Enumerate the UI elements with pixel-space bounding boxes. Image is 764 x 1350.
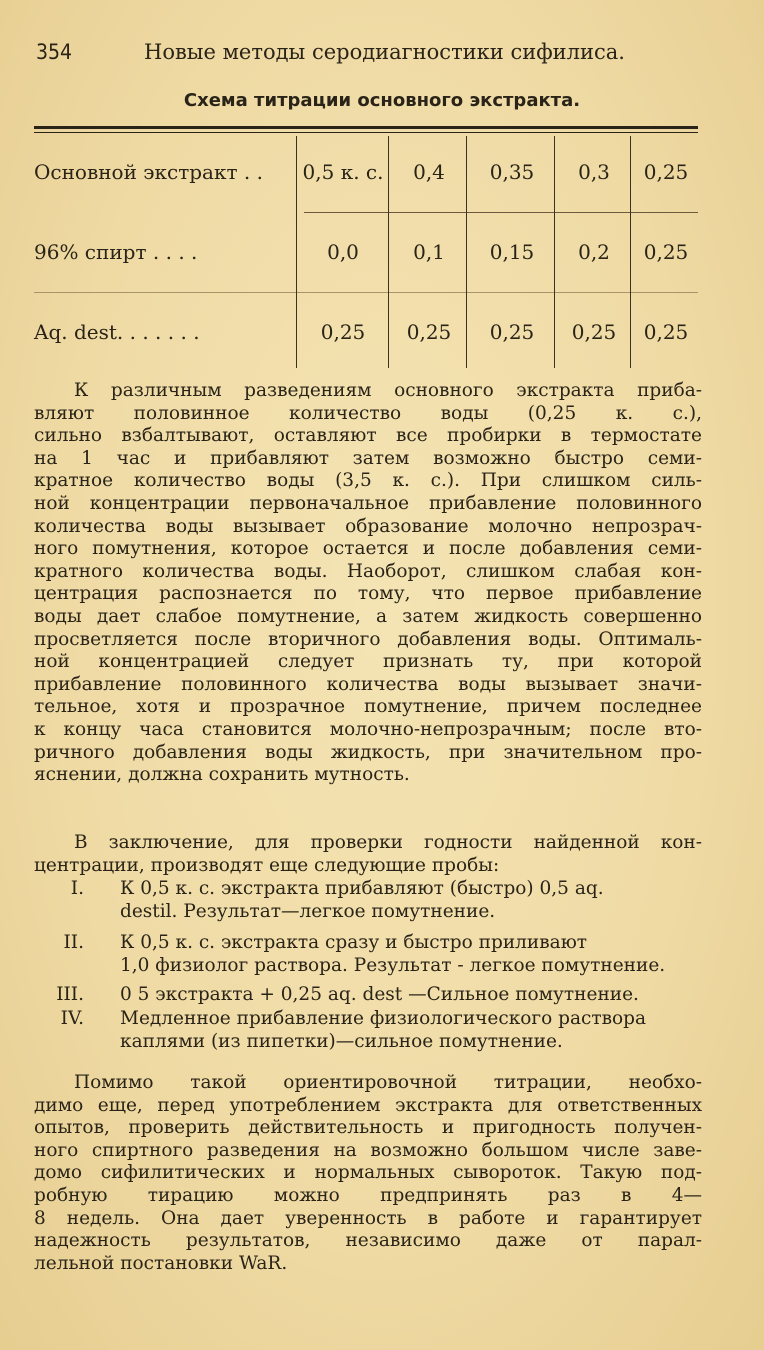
- table-cell: 0,25: [643, 160, 689, 184]
- list-line: destil. Результат—легкое помутнение.: [120, 900, 496, 922]
- running-title: Новые методы серодиагностики сифилиса.: [144, 40, 625, 64]
- row-label-water: Aq. dest. . . . . . .: [34, 320, 200, 344]
- text-line: ной концентрацией следует признать ту, при которой: [34, 651, 702, 673]
- text-line: количества воды вызывает образование молочно непрозрач-: [34, 515, 702, 537]
- list-number: I.: [70, 878, 84, 899]
- list-item: [34, 1008, 702, 1058]
- paragraph-additional-testing: [34, 1072, 702, 1275]
- paragraph-conclusion: [34, 832, 702, 877]
- list-number: III.: [56, 984, 84, 1005]
- list-text: [120, 984, 700, 1007]
- table-cell: 0,25: [320, 320, 366, 344]
- text-line: К различным разведениям основного экстракта приба-: [74, 380, 702, 401]
- text-line: лельной постановки WaR.: [34, 1252, 288, 1274]
- titration-table: [34, 126, 698, 372]
- table-cell: 0,2: [578, 240, 610, 264]
- text-line: кратное количество воды (3,5 к. с.). При слишком силь-: [34, 470, 702, 492]
- text-line: центрация распознается по тому, что первое прибавление: [34, 583, 702, 605]
- column-rule: [466, 136, 467, 368]
- text-line: димо еще, перед употреблением экстракта для ответственных: [34, 1094, 702, 1116]
- text-line: ной концентрации первоначальное прибавление половинного: [34, 492, 702, 514]
- column-rule: [388, 136, 389, 368]
- text-line: надежность результатов, независимо даже от парал-: [34, 1230, 702, 1252]
- list-text: [120, 1008, 700, 1053]
- paragraph-lines: [34, 380, 702, 787]
- text-line: центрации, производят еще следующие пробы:: [34, 854, 500, 876]
- paragraph-lines: [34, 832, 702, 877]
- paragraph-titration-description: [34, 380, 702, 787]
- table-cell: 0,25: [643, 320, 689, 344]
- table-cell: 0,3: [578, 160, 610, 184]
- list-line: Медленное прибавление физиологического раствора: [120, 1008, 647, 1029]
- text-line: вляют половинное количество воды (0,25 к. с.),: [34, 402, 702, 424]
- page-header: [34, 36, 724, 72]
- column-rule: [630, 136, 631, 368]
- list-item: [34, 878, 702, 928]
- text-line: 8 недель. Она дает уверенность в работе и гарантирует: [34, 1207, 702, 1229]
- text-line: домо сифилитических и нормальных сывороток. Такую под-: [34, 1162, 702, 1184]
- text-line: кратного количества воды. Наоборот, слишком слабая кон-: [34, 560, 702, 582]
- table-cell: 0,0: [327, 240, 359, 264]
- table-cell: 0,4: [413, 160, 445, 184]
- row-separator: [304, 212, 698, 213]
- text-line: ного спиртного разведения на возможно большом числе заве-: [34, 1139, 702, 1161]
- text-line: прибавление половинного количества воды вызывает значи-: [34, 673, 702, 695]
- text-line: яснении, должна сохранить мутность.: [34, 764, 410, 786]
- list-number: II.: [63, 932, 84, 953]
- table-cell: 0,25: [643, 240, 689, 264]
- list-item: [34, 932, 702, 982]
- table-cell: 0,5 к. с.: [302, 160, 384, 184]
- list-number: IV.: [60, 1008, 84, 1029]
- text-line: на 1 час и прибавляют затем возможно быстро семи-: [34, 447, 702, 469]
- text-line: тельное, хотя и прозрачное помутнение, причем последнее: [34, 696, 702, 718]
- table-cell: 0,1: [413, 240, 445, 264]
- row-label-spirit: 96% спирт . . . .: [34, 240, 198, 264]
- text-line: воды дает слабое помутнение, а затем жидкость совершенно: [34, 605, 702, 627]
- table-cell: 0,25: [571, 320, 617, 344]
- list-text: [120, 932, 700, 977]
- text-line: ричного добавления воды жидкость, при значительном про-: [34, 741, 702, 763]
- table-cell: 0,25: [489, 320, 535, 344]
- column-rule: [554, 136, 555, 368]
- table-top-rule-thin: [34, 132, 698, 133]
- text-line: опытов, проверить действительность и пригодность получен-: [34, 1117, 702, 1139]
- text-line: Помимо такой ориентировочной титрации, необхо-: [74, 1072, 702, 1093]
- text-line: ного помутнения, которое остается и после добавления семи-: [34, 538, 702, 560]
- text-line: сильно взбалтывают, оставляют все пробирки в термостате: [34, 425, 702, 447]
- text-line: просветляется после вторичного добавления воды. Оптималь-: [34, 628, 702, 650]
- text-line: робную тирацию можно предпринять раз в 4—: [34, 1184, 702, 1206]
- list-item: [34, 984, 702, 1010]
- schema-title: Схема титрации основного экстракта.: [183, 90, 581, 111]
- list-line: К 0,5 к. с. экстракта сразу и быстро приливают: [120, 932, 588, 953]
- paragraph-lines: [34, 1072, 702, 1275]
- text-line: В заключение, для проверки годности найденной кон-: [74, 832, 702, 853]
- list-line: каплями (из пипетки)—сильное помутнение.: [120, 1030, 563, 1052]
- list-line: 1,0 физиолог раствора. Результат - легкое помутнение.: [120, 954, 666, 976]
- row-separator: [34, 292, 698, 293]
- list-text: [120, 878, 700, 923]
- table-top-rule: [34, 126, 698, 129]
- table-cell: 0,35: [489, 160, 535, 184]
- row-label-extract: Основной экстракт . .: [34, 160, 263, 184]
- list-line: 0 5 экстракта + 0,25 aq. dest —Сильное помутнение.: [120, 984, 639, 1005]
- column-rule: [296, 136, 297, 368]
- table-cell: 0,25: [406, 320, 452, 344]
- list-line: К 0,5 к. с. экстракта прибавляют (быстро) 0,5 aq.: [120, 878, 604, 899]
- page-number: 354: [36, 40, 73, 64]
- text-line: к концу часа становится молочно-непрозрачным; после вто-: [34, 718, 702, 740]
- table-cell: 0,15: [489, 240, 535, 264]
